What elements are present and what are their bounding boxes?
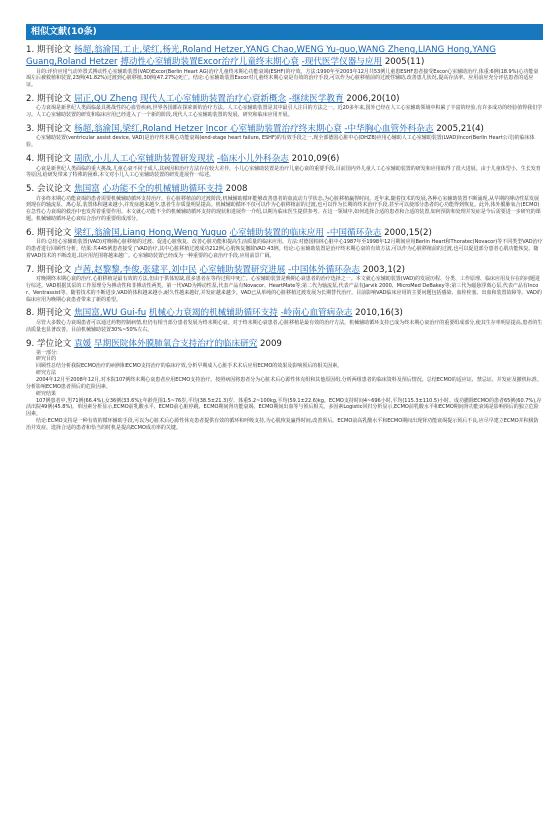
entry-title-line [26,123,543,135]
section-banner: 相似文献(10条) [26,24,543,40]
entry-authors-link[interactable]: 杨超,翁渝国,工止,梁红,杨光,Roland Hetzer,YANG Chao,WENG Yu-guo,WANG Zheng,LIANG Hong,YANG Guang,Roland Hetzer [26,45,496,67]
entry-title-link[interactable]: 机械心力衰竭的机械辅助循环支持 [148,308,278,319]
entry-title-link[interactable]: 搏动性心室辅助装置Excor治疗儿童终末期心衰 [120,57,299,67]
entry-year: 2010,09(6) [291,154,340,165]
entry-title-line [26,264,543,276]
entry-number: 7. [26,264,35,275]
entry-number: 3. [26,123,35,134]
entry-type: 期刊论文 [36,93,72,104]
entry-year: 2008 [225,184,248,195]
section-heading: 第一部分: [36,349,58,356]
entry-year: 2010,16(3) [355,308,403,319]
entry-authors-link[interactable]: 周欣,小儿人工心室辅助装置研发现状 [74,154,215,165]
paragraph: 结论:ECMO支持是一种有效的循环辅助手段,可以为心脏术后心源性休克患者提供有效的循环和呼吸支持,为心肌恢复赢得时间,改善预后。ECMO前高乳酸水平和ECMO期间出现肾功能衰竭提示预后不良,应尽早建立ECMO并积极防治并发症。选择合适的患者和恰当的时机是提高ECMO成功率的关键。 [26,417,539,431]
page [0,24,557,432]
entry-abstract: 心衰是新世纪人类面临的重大挑战,儿童心衰不同于成人,其病因和治疗方法存在较大差异。小儿心室辅助装置是治疗儿童心衰的重要手段,目前国内外儿童人工心室辅助装置的研发和应用取得了很大进展。由于儿童体型小、生长发育等原因,给研发带来了特殊的困难,本文对小儿人工心室辅助装置的研发进展作一综述。 [26,165,541,179]
entry-abstract: 对晚期终末期心衰的治疗,心脏移植是最有效的方法,但由于供体短缺,很多患者在等待过程中死亡。心室辅助装置是晚期心衰患者的治疗选择之一。本文就心室辅助装置(VAD)的发展历程、分类、工作原理、临床应用及存在的问题进行综述。VAD根据其泵的工作原理分为搏动性和非搏动性两类。第一代VAD为搏动性泵,代表产品有Novacor、HeartMate等;第二代为轴流泵,代表产品有Jarvik 2000、MicroMed DeBakey等;第三代为磁悬浮离心泵,代表产品有Incor、Ventrassist等。随着技术的不断进步,VAD的体积越来越小,耐久性越来越好,并发症越来越少。VAD已从单纯的心脏移植过渡发展为长期替代治疗。目前影响VAD临床应用的主要问题包括感染、血栓栓塞、出血和装置故障等。VAD的临床应用为晚期心衰患者带来了新的希望。 [26,276,542,303]
entry-number: 5. [26,184,35,195]
entry-title-line [26,153,543,165]
entry-6 [26,227,543,260]
entry-type: 期刊论文 [36,154,72,165]
entry-type: 期刊论文 [36,123,72,134]
entry-title-line [26,307,543,319]
entry-journal-link[interactable]: -中华胸心血管外科杂志 [344,123,434,134]
entry-5 [26,183,543,223]
entry-3 [26,123,543,149]
entry-authors-link[interactable]: 焦国富,WU Gui-fu [74,308,147,319]
entry-abstract: 目的:评价应用气动外置式搏动性心室辅助装置(VAD)Excor(Berlin Heart AG)治疗儿童终末期心功能衰竭(ESHF)的疗效。方法:1990年至2003年12月共53例儿童患ESHF患者接受Excor心室辅助治疗,体重:6例(18.9%)心功能衰竭左后被救植和装置,23例(41.82%)过渡到心脏移植,30例(47.27%)死亡。结论:心室辅助装置Excor对儿童终末期心衰是有效的治疗手段,可以作为心脏移植前的过渡性辅助,改善患儿状况,提高存活率。应用前应充分评估患者的适应证。 [26,68,539,89]
entry-number: 1. [26,45,35,55]
entry-year: 2000,15(2) [384,227,432,238]
entry-title-line [26,227,543,239]
entry-year: 2009 [260,338,282,349]
entry-number: 2. [26,93,35,104]
entry-year: 2005(11) [384,57,425,67]
entry-9 [26,338,543,432]
entry-abstract: 目的:总结心室辅助装置(VAD)对晚期心脏移植的过渡、促进心脏恢复、改善心脏功能和提高生活质量的临床应用。方法:对德国柏林心脏中心1987年至1998年12月期间应用Berlin Heart和Thoratec(Novacor)等不同类型VAD治疗的患者进行回顾性分析。结果:共445例患者接受了VAD治疗,其中心脏移植过渡成功212例,心肌恢复撤除VAD 43例。结论:心室辅助装置是治疗终末期心衰的有效方法,可以作为心脏移植前的过渡,也可以促进部分患者心肌功能恢复。随着VAD技术的不断改进,其应用范围将越来越广。心室辅助装置已经成为一种重要的心衰治疗手段,应用前景广阔。 [26,239,543,259]
entry-8 [26,307,543,333]
entry-abstract: 尽管大多数心力衰竭患者可以通过药物控制病情,但仍有相当部分患者发展为终末期心衰。对于终末期心衰患者,心脏移植是最有效的治疗方法。机械辅助循环支持已成为终末期心衰治疗的重要组成部分,使其生存率明显提高,患者的生活质量也显著改善。目前机械辅助装置30%~50%左右。 [26,319,543,333]
entry-title-link[interactable]: 早期医院体外膜肺氧合支持治疗的临床研究 [94,338,258,349]
entry-number: 6. [26,227,35,238]
entry-type: 期刊论文 [36,45,72,55]
entry-journal-link[interactable]: -中国体外循环杂志 [288,264,360,275]
entry-abstract: 许多终末期心功能衰竭的患者需要机械辅助循环支持治疗。在心脏移植前的过渡阶段,机械辅助循环能够改善患者的血流动力学状态,为心脏移植赢得时间。近年来,随着技术的发展,各种心室辅助装置不断涌现,从早期的搏动性泵发展到现在的轴流泵、离心泵,装置体积越来越小,并发症越来越少,患者生存质量明显提高。机械辅助循环不仅可以作为心脏移植前的过渡,也可以作为长期的终末治疗手段,甚至可以使部分患者的心功能得到恢复。此外,体外膜肺氧合(ECMO)在急性心力衰竭的救治中也发挥着重要作用。本文就心功能不全的机械辅助循环支持的现状和进展作一介绍,以期为临床医生提供参考。在这一领域中,如何选择合适的患者和合适的装置,如何预防和处理并发症是今后需要进一步研究的课题。机械辅助循环是心衰综合治疗的重要组成部分。 [26,195,541,223]
entry-title-line [26,183,543,195]
entry-number: 8. [26,308,35,319]
subsection-heading: 研究结果 [36,390,57,397]
entry-authors-link[interactable]: 梁红,翁渝国,Liang Hong,Weng Yuguo [74,227,227,238]
entry-1 [26,44,543,89]
entry-title-link[interactable]: Incor 心室辅助装置治疗终末期心衰 [205,123,342,134]
entry-7 [26,264,543,304]
entries-list [26,44,543,334]
entry-type: 期刊论文 [36,264,72,275]
entry-title-line [26,44,543,68]
subsection-heading: 研究目的 [36,356,57,363]
entry-title-line [26,93,543,105]
entry-year: 2005,21(4) [436,123,484,134]
entry-year: 2003,1(2) [362,264,405,275]
entry-journal-link[interactable]: -临床小儿外科杂志 [217,154,289,165]
entry-authors-link[interactable]: 卢茜,赵黎黎,李俊,张建平,刘中民 [74,264,197,275]
entry-title-link[interactable]: 现代人工心室辅助装置治疗心衰新概念 [140,93,287,104]
paragraph: 回顾性总结分析我院ECMO治疗的病例和ECMO支持治疗的临床疗效,分析早期成人心脏手术术后应用ECMO的效果及影响预后的相关因素。 [36,363,343,370]
entry-4 [26,153,543,179]
entry-abstract: 心室辅助装置(ventricular assist device, VAD)是治疗终末期心功能衰竭(end-stage heart failure, ESHF)的有效手段之一,现全部德国心脏中心(DHZB)应用心辅助人工心室辅助装置(LVAD)Incor(Berlin Heart公司)的临床体验。 [26,135,535,149]
entry-authors-link[interactable]: 杨超,翁渝国,梁红,Roland Hetzer [74,123,203,134]
entry-number: 9. [26,338,35,349]
entry-title-link[interactable]: 心室辅助装置的临床应用 [229,227,324,238]
entry-type: 会议论文 [36,184,72,195]
entry-authors-link[interactable]: 屈正,QU Zheng [74,93,138,104]
entry-title-link[interactable]: 心室辅助装置研究进展 [199,264,286,275]
entry-year: 2006,20(10) [346,93,400,104]
entry-journal-link[interactable]: -现代医学仪器与应用 [301,57,383,67]
entry-title-link[interactable]: 心功能不全的机械辅助循环支持 [102,184,223,195]
entry-number: 4. [26,154,35,165]
entry-title-line [26,338,543,350]
entry-authors-link[interactable]: 袁媛 [74,338,92,349]
entry-journal-link[interactable]: -岭南心血管病杂志 [280,308,353,319]
entry-journal-link[interactable]: -中国循环杂志 [326,227,382,238]
subsection-heading: 研究方法 [36,370,57,377]
paragraph: 2004年12月至2008年12月,对本院107例终末期心衰患者应用ECMO支持治疗。按照病因将患者分为心脏术后心源性休克组和其他原因组,分析两组患者的临床资料及预后情况。总结ECMO的适应证、禁忌证、并发症及撤机标准。分析影响ECMO患者预后的危险因素。 [26,377,542,390]
entry-type: 期刊论文 [36,308,72,319]
entry-abstract: 心力衰竭是新世纪人类面临最具挑战性的心血管疾病,世界各国都在探索新的治疗方法。人工心室辅助装置是其中最引人注目的方法之一。近20多年来,国外已经在人工心室辅助领域中积累了丰富的经验,有许多成功的经验值得我们学习。人工心室辅助装置的研发和临床应用已经进入了一个新的阶段,现代人工心室辅助装置的发展、研究和临床应用开展。 [26,105,543,119]
entry-authors-link[interactable]: 焦国富 [74,184,100,195]
entry-type: 期刊论文 [36,227,72,238]
entry-2 [26,93,543,119]
paragraph: 107例患者中,男71例(66.4%),女36例(33.6%);年龄范围1.5~76岁,平均(38.5±21.3)岁。体重5.2~100kg,平均(59.1±22.6)kg。ECMO支持时间4~696小时,平均(115.3±110.5)小时。成功撤除ECMO的患者65例(60.7%),存活出院49例(45.8%)。单因素分析显示,ECMO前乳酸水平、ECMO前心脏停跳、ECMO期间肾功能衰竭、ECMO期间出血等与预后相关。多因素Logistic回归分析显示,ECMO前乳酸水平和ECMO期间肾功能衰竭是影响预后的独立危险因素。 [26,397,542,418]
entry-type: 学位论文 [36,338,72,349]
entry-journal-link[interactable]: -继续医学教育 [288,93,344,104]
